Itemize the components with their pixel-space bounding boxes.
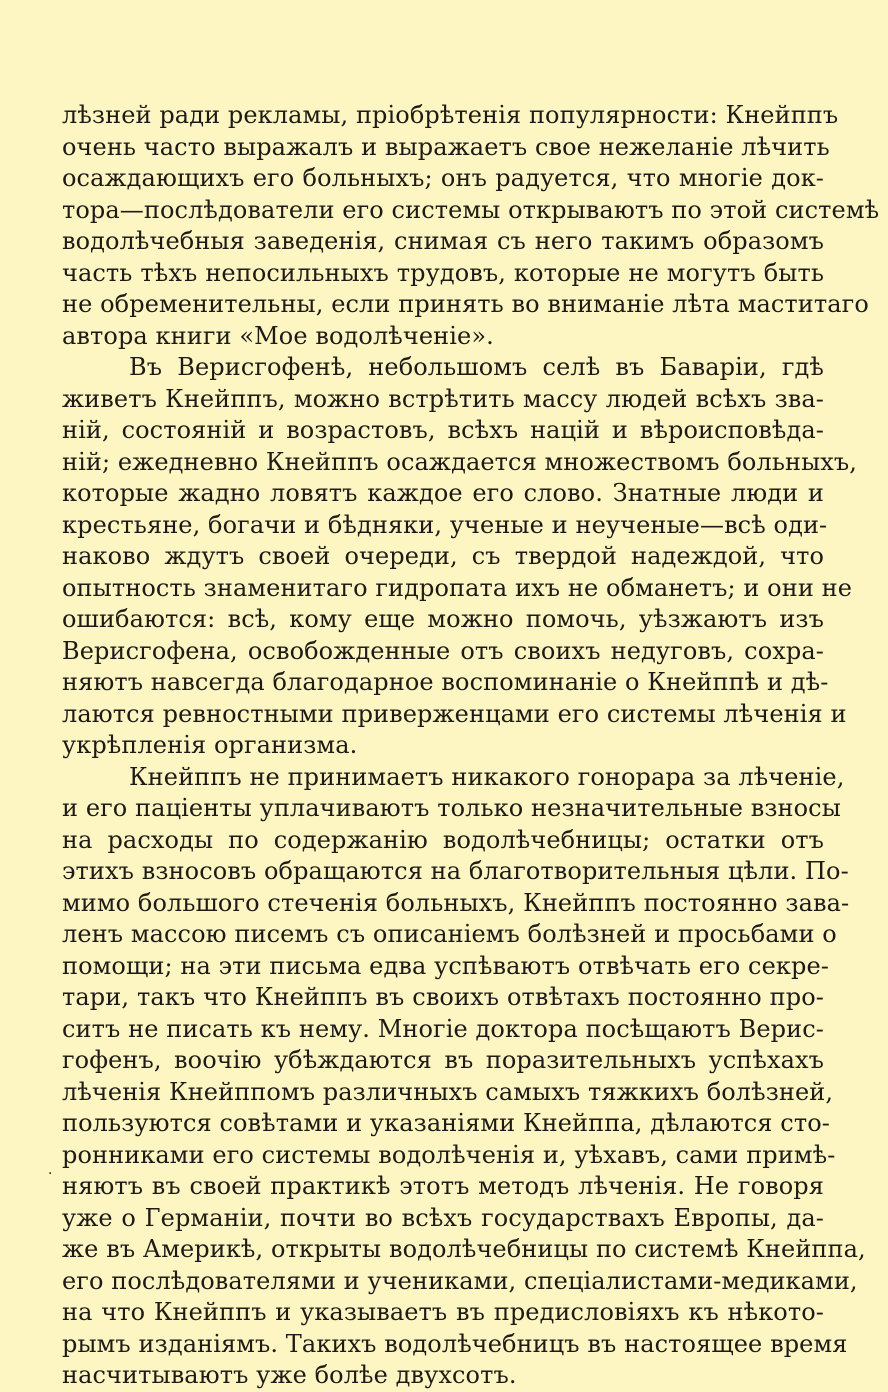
paragraph-1 — [62, 100, 880, 352]
text-line: этихъ взносовъ обращаются на благотворительныя цѣли. По- — [62, 857, 849, 885]
text-line: крестьяне, богачи и бѣдняки, ученые и неученые—всѣ оди- — [62, 510, 828, 539]
text-line: тора—послѣдователи его системы открываютъ по этой системѣ — [62, 195, 880, 224]
text-line: лаются ревностными приверженцами его системы лѣченія и — [62, 699, 847, 728]
text-line: лѣченія Кнейппомъ различныхъ самыхъ тяжкихъ болѣзней, — [62, 1077, 834, 1106]
text-line: мимо большого стеченія больныхъ, Кнейппъ постоянно зава- — [62, 888, 850, 917]
text-line: насчитываютъ уже болѣе двухсотъ. — [62, 1361, 517, 1389]
text-line: укрѣпленія организма. — [62, 731, 358, 759]
text-line: помощи; на эти письма едва успѣваютъ отвѣчать его секре- — [62, 951, 829, 980]
body-text — [62, 100, 880, 1392]
text-line: автора книги «Мое водолѣченіе». — [62, 321, 494, 350]
text-line: не обременительны, если принять во вниманіе лѣта маститаго — [62, 290, 869, 318]
text-line: уже о Германіи, почти во всѣхъ государствахъ Европы, да- — [62, 1203, 824, 1232]
text-line: живетъ Кнейппъ, можно встрѣтить массу людей всѣхъ зва- — [62, 384, 824, 413]
text-line: на расходы по содержанію водолѣчебницы; остатки отъ — [62, 825, 824, 854]
text-line: очень часто выражалъ и выражаетъ свое нежеланіе лѣчить — [62, 132, 830, 161]
text-line: гофенъ, воочію убѣждаются въ поразительныхъ успѣхахъ — [62, 1046, 824, 1074]
text-line: пользуются совѣтами и указаніями Кнейппа, дѣлаются сто- — [62, 1109, 830, 1137]
margin-mark: · — [48, 1166, 53, 1182]
text-line: водолѣчебныя заведенія, снимая съ него такимъ образомъ — [62, 227, 824, 255]
text-line: ситъ не писать къ нему. Многіе доктора посѣщаютъ Верис- — [62, 1014, 824, 1043]
paragraph-3 — [62, 762, 866, 1392]
paragraph-2 — [62, 352, 858, 762]
text-line: лѣзней ради рекламы, пріобрѣтенія популярности: Кнейппъ — [62, 101, 839, 129]
text-line: и его паціенты уплачиваютъ только незначительные взносы — [62, 794, 841, 822]
text-line: ній, состояній и возрастовъ, всѣхъ націй и вѣроисповѣда- — [62, 416, 824, 444]
text-line: ній; ежедневно Кнейппъ осаждается множествомъ больныхъ, — [62, 447, 858, 476]
text-line: рымъ изданіямъ. Такихъ водолѣчебницъ въ настоящее время — [62, 1329, 848, 1358]
text-line: же въ Америкѣ, открыты водолѣчебницы по системѣ Кнейппа, — [62, 1235, 866, 1263]
text-line: няютъ въ своей практикѣ этотъ методъ лѣченія. Не говоря — [62, 1172, 824, 1200]
text-line: ошибаются: всѣ, кому еще можно помочь, уѣзжаютъ изъ — [62, 605, 824, 633]
text-line: ронниками его системы водолѣченія и, уѣхавъ, сами примѣ- — [62, 1140, 836, 1169]
text-line: наково ждутъ своей очереди, съ твердой надеждой, что — [62, 542, 824, 570]
text-line: няютъ навсегда благодарное воспоминаніе о Кнейппѣ и дѣ- — [62, 668, 829, 696]
text-line: на что Кнейппъ и указываетъ въ предисловіяхъ къ нѣкото- — [62, 1298, 824, 1326]
text-line: Въ Верисгофенѣ, небольшомъ селѣ въ Баваріи, гдѣ — [129, 353, 824, 381]
text-line: часть тѣхъ непосильныхъ трудовъ, которые не могутъ быть — [62, 258, 824, 287]
text-line: которые жадно ловятъ каждое его слово. Знатные люди и — [62, 479, 824, 507]
text-line: тари, такъ что Кнейппъ въ своихъ отвѣтахъ постоянно про- — [62, 983, 824, 1011]
text-line: Кнейппъ не принимаетъ никакого гонорара за лѣченіе, — [129, 762, 845, 791]
text-line: ленъ массою писемъ съ описаніемъ болѣзней и просьбами о — [62, 920, 837, 948]
text-line: его послѣдователями и учениками, спеціалистами-медиками, — [62, 1266, 858, 1295]
text-line: опытность знаменитаго гидропата ихъ не обманетъ; и они не — [62, 573, 853, 602]
text-line: осаждающихъ его больныхъ; онъ радуется, что многіе док- — [62, 164, 824, 192]
text-line: Верисгофена, освобожденные отъ своихъ недуговъ, сохра- — [62, 636, 824, 665]
